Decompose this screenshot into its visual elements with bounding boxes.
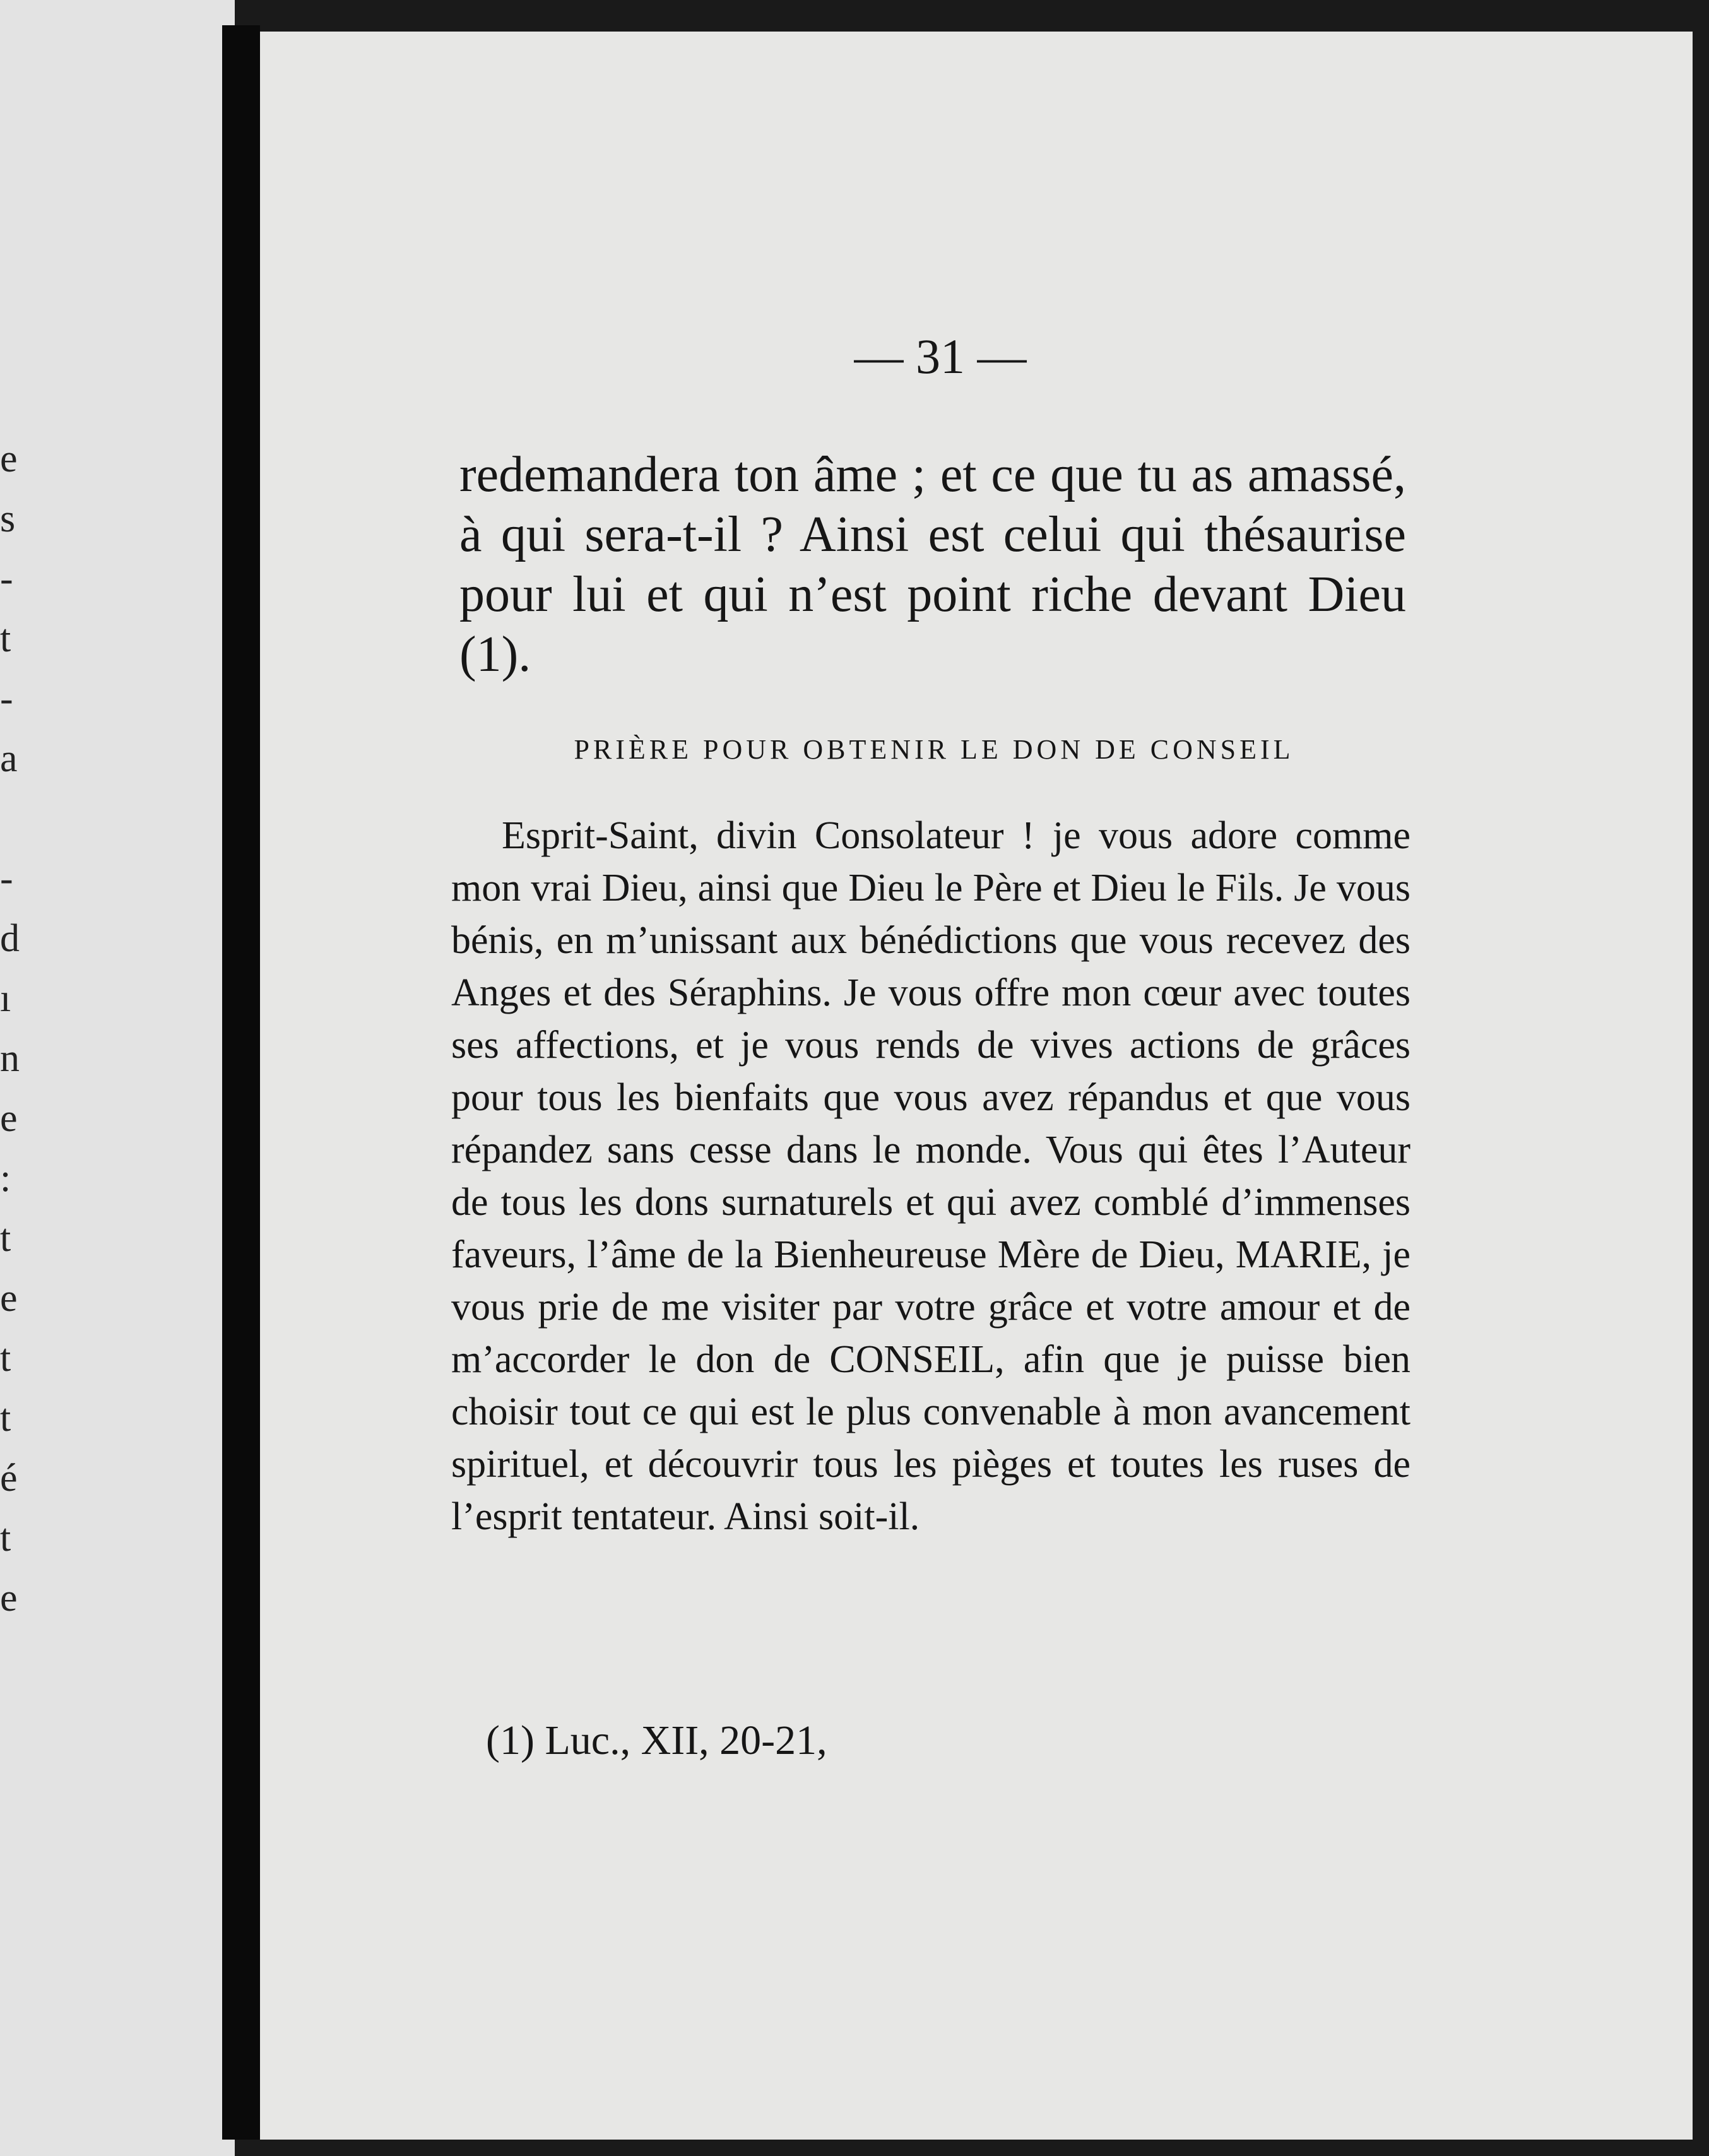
left-page-fragment: : xyxy=(0,1157,11,1200)
left-page-fragment: t xyxy=(0,1517,11,1560)
left-page-fragment: e xyxy=(0,437,18,480)
left-page-fragment xyxy=(0,789,25,849)
page-number: — 31 — xyxy=(854,329,1027,384)
left-page-fragment: é xyxy=(0,1457,18,1500)
left-page-text-fragments xyxy=(0,429,25,1628)
left-page-fragment: t xyxy=(0,617,11,660)
left-page-fragment: t xyxy=(0,1397,11,1440)
left-page-fragment: s xyxy=(0,497,16,540)
left-page-fragment: t xyxy=(0,1337,11,1380)
left-page-fragment: d xyxy=(0,917,20,960)
left-page-margin xyxy=(0,0,235,2156)
left-page-fragment: e xyxy=(0,1277,18,1320)
left-page-fragment: e xyxy=(0,1097,18,1140)
left-page-fragment: a xyxy=(0,737,18,780)
left-page-fragment: ı xyxy=(0,977,11,1020)
left-page-fragment: t xyxy=(0,1217,11,1260)
left-page-fragment: e xyxy=(0,1577,18,1620)
left-page-fragment: - xyxy=(0,857,13,900)
left-page-fragment: - xyxy=(0,677,13,720)
left-page-fragment: n xyxy=(0,1037,20,1080)
left-page-fragment: - xyxy=(0,557,13,600)
continued-paragraph: redemandera ton âme ; et ce que tu as amassé, à qui sera-t-il ? Ainsi est celui qui thésaurise pour lui et qui n’est point riche devant Dieu (1). xyxy=(459,447,1406,682)
prayer-paragraph: Esprit-Saint, divin Consolateur ! je vous adore comme mon vrai Dieu, ainsi que Dieu le Père et Dieu le Fils. Je vous bénis, en m’unissant aux bénédictions que vous recevez des Anges et des Séraphins. Je vous offre mon cœur avec toutes ses affections, et je vous rends de vives actions de grâces pour tous les bienfaits que vous avez répandus et que vous répandez sans cesse dans le monde. Vous qui êtes l’Auteur de tous les dons surnaturels et qui avez comblé d’immenses faveurs, l’âme de la Bienheureuse Mère de Dieu, MARIE, je vous prie de me visiter par votre grâce et votre amour et de m’accorder le don de CONSEIL, afin que je puisse bien choisir tout ce qui est le plus convenable à mon avancement spirituel, et découvrir tous les pièges et toutes les ruses de l’esprit tentateur. Ainsi soit-il. xyxy=(451,814,1410,1538)
book-gutter xyxy=(222,25,260,2140)
footnote: (1) Luc., XII, 20-21, xyxy=(486,1717,827,1763)
section-heading: PRIÈRE POUR OBTENIR LE DON DE CONSEIL xyxy=(574,734,1294,765)
